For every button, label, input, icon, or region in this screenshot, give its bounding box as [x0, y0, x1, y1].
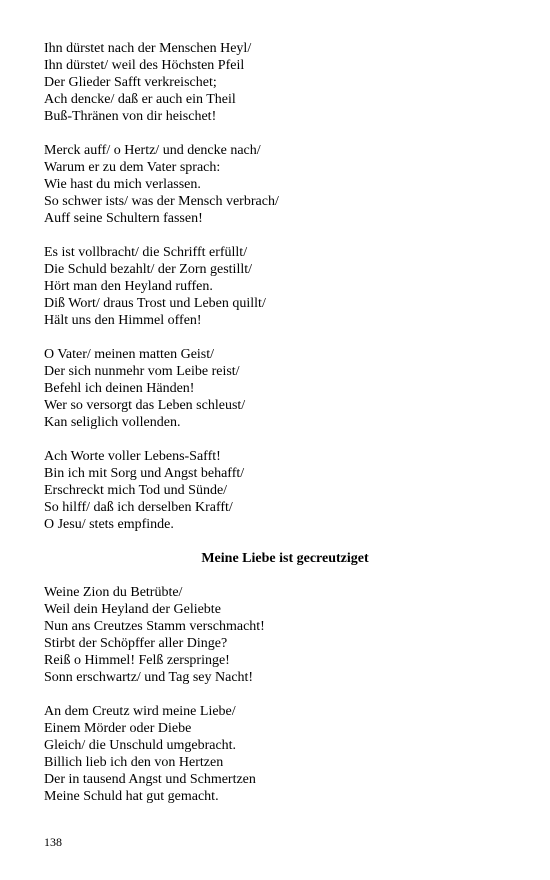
verse-line: Ach Worte voller Lebens-Safft! [44, 449, 221, 464]
verse-line: O Vater/ meinen matten Geist/ [44, 347, 215, 362]
page-number: 138 [44, 835, 62, 849]
verse-line: Weil dein Heyland der Geliebte [44, 602, 221, 617]
verse-line: Nun ans Creutzes Stamm verschmacht! [44, 619, 265, 634]
verse-line: Befehl ich deinen Händen! [44, 381, 195, 396]
verse-line: Hört man den Heyland ruffen. [44, 279, 213, 294]
verse-line: Warum er zu dem Vater sprach: [44, 160, 221, 175]
verse-line: Sonn erschwartz/ und Tag sey Nacht! [44, 670, 254, 685]
verse-line: Stirbt der Schöpffer aller Dinge? [44, 636, 228, 651]
verse-line: Wie hast du mich verlassen. [44, 177, 201, 192]
verse-line: Auff seine Schultern fassen! [44, 211, 203, 226]
verse-line: Erschreckt mich Tod und Sünde/ [44, 483, 228, 498]
verse-line: O Jesu/ stets empfinde. [44, 517, 174, 532]
verse-line: Ach dencke/ daß er auch ein Theil [44, 92, 236, 107]
verse-line: Wer so versorgt das Leben schleust/ [44, 398, 246, 413]
verse-line: So hilff/ daß ich derselben Krafft/ [44, 500, 233, 515]
verse-line: Ihn dürstet nach der Menschen Heyl/ [44, 41, 252, 56]
verse-line: Kan seliglich vollenden. [44, 415, 181, 430]
verse-line: Reiß o Himmel! Felß zerspringe! [44, 653, 230, 668]
verse-line: Bin ich mit Sorg und Angst behafft/ [44, 466, 245, 481]
verse-line: Es ist vollbracht/ die Schrifft erfüllt/ [44, 245, 248, 260]
poem1-stanza-2 [44, 142, 514, 227]
verse-line: Weine Zion du Betrübte/ [44, 585, 183, 600]
verse-line: So schwer ists/ was der Mensch verbrach/ [44, 194, 279, 209]
verse-line: An dem Creutz wird meine Liebe/ [44, 704, 236, 719]
verse-line: Merck auff/ o Hertz/ und dencke nach/ [44, 143, 261, 158]
poem-text [44, 40, 514, 822]
verse-line: Hält uns den Himmel offen! [44, 313, 202, 328]
verse-line: Meine Schuld hat gut gemacht. [44, 789, 219, 804]
verse-line: Diß Wort/ draus Trost und Leben quillt/ [44, 296, 266, 311]
verse-line: Der Glieder Safft verkreischet; [44, 75, 217, 90]
poem1-stanza-5 [44, 448, 514, 533]
verse-line: Buß-Thränen von dir heischet! [44, 109, 217, 124]
poem-title: Meine Liebe ist gecreutziget [201, 551, 369, 566]
verse-line: Gleich/ die Unschuld umgebracht. [44, 738, 237, 753]
poem1-stanza-1 [44, 40, 514, 125]
poem1-stanza-3 [44, 244, 514, 329]
poem2-stanza-1 [44, 584, 514, 686]
verse-line: Die Schuld bezahlt/ der Zorn gestillt/ [44, 262, 253, 277]
verse-line: Ihn dürstet/ weil des Höchsten Pfeil [44, 58, 245, 73]
poem2-stanza-2 [44, 703, 514, 805]
verse-line: Billich lieb ich den von Hertzen [44, 755, 224, 770]
verse-line: Der sich nunmehr vom Leibe reist/ [44, 364, 240, 379]
verse-line: Einem Mörder oder Diebe [44, 721, 192, 736]
verse-line: Der in tausend Angst und Schmertzen [44, 772, 256, 787]
poem1-stanza-4 [44, 346, 514, 431]
